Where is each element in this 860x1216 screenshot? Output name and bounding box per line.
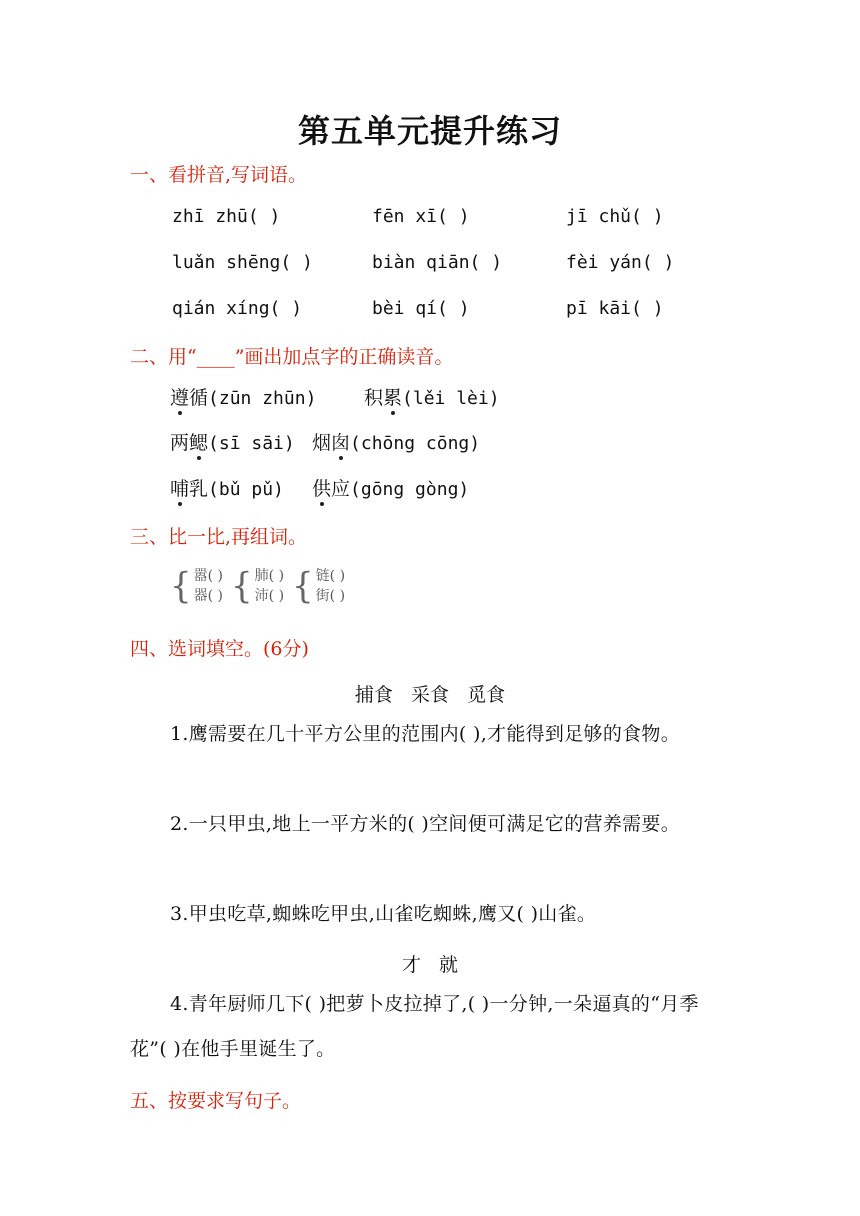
reading-pinyin: (sī sāi) — [208, 433, 295, 454]
brace-icon: { — [231, 565, 253, 607]
reading-item — [364, 383, 500, 410]
dotted-char: 供 — [312, 478, 332, 500]
compare-group — [231, 566, 284, 606]
reading-pinyin: (zūn zhūn) — [208, 388, 317, 409]
reading-char: 应 — [331, 478, 351, 500]
reading-item — [170, 428, 295, 455]
compare-group — [170, 566, 223, 606]
compare-top: 链( ) — [315, 568, 346, 584]
reading-item — [170, 383, 316, 410]
compare-bottom: 器( ) — [193, 588, 224, 604]
reading-pinyin: (gōng gòng) — [350, 479, 470, 500]
question-4: 4.青年厨师几下( )把萝卜皮拉掉了,( )一分钟,一朵逼真的“月季花”( )在他手里诞生了。 — [130, 993, 699, 1060]
reading-char: 循 — [189, 387, 209, 409]
compare-bottom: 沛( ) — [254, 588, 285, 604]
compare-top: 嚣( ) — [193, 568, 224, 584]
dotted-char: 遵 — [170, 387, 190, 409]
reading-item — [312, 428, 480, 455]
question-2: 2.一只甲虫,地上一平方米的( )空间便可满足它的营养需要。 — [170, 813, 681, 835]
section-2-heading: 二、用“____”画出加点字的正确读音。 — [130, 346, 454, 368]
brace-icon: { — [292, 565, 314, 607]
pinyin-item: biàn qiān( ) — [372, 252, 503, 273]
reading-char: 两 — [170, 432, 190, 454]
reading-pinyin: (chōng cōng) — [350, 433, 481, 454]
pinyin-item: fèi yán( ) — [566, 252, 675, 273]
reading-item — [312, 474, 469, 501]
dotted-char: 哺 — [170, 478, 190, 500]
pinyin-item: luǎn shēng( ) — [172, 252, 313, 273]
question-3: 3.甲虫吃草,蜘蛛吃甲虫,山雀吃蜘蛛,鹰又( )山雀。 — [170, 903, 597, 925]
reading-item — [170, 474, 284, 501]
compare-bottom: 街( ) — [315, 588, 346, 604]
compare-top: 肺( ) — [254, 568, 285, 584]
reading-char: 积 — [364, 387, 384, 409]
dotted-char: 囱 — [331, 432, 351, 454]
pinyin-item: bèi qí( ) — [372, 298, 470, 319]
dotted-char: 累 — [383, 387, 403, 409]
pinyin-item: fēn xī( ) — [372, 206, 470, 227]
pinyin-item: pī kāi( ) — [566, 298, 664, 319]
pinyin-item: qián xíng( ) — [172, 298, 303, 319]
pinyin-item: jī chǔ( ) — [566, 206, 664, 227]
page-title: 第五单元提升练习 — [297, 112, 562, 150]
section-1-heading: 一、看拼音,写词语。 — [130, 164, 308, 186]
brace-icon: { — [170, 565, 192, 607]
compare-groups — [170, 566, 345, 606]
reading-char: 烟 — [312, 432, 332, 454]
compare-group — [292, 566, 345, 606]
section-3-heading: 三、比一比,再组词。 — [130, 526, 308, 548]
word-bank: 捕食 采食 觅食 — [354, 684, 506, 706]
reading-pinyin: (bǔ pǔ) — [208, 479, 284, 500]
word-bank: 才 就 — [401, 954, 459, 976]
section-5-heading: 五、按要求写句子。 — [130, 1090, 302, 1112]
pinyin-item: zhī zhū( ) — [172, 206, 281, 227]
section-4-heading: 四、选词填空。(6分) — [130, 638, 309, 660]
reading-pinyin: (lěi lèi) — [402, 388, 500, 409]
reading-char: 乳 — [189, 478, 209, 500]
question-1: 1.鹰需要在几十平方公里的范围内( ),才能得到足够的食物。 — [170, 723, 681, 745]
dotted-char: 鳃 — [189, 432, 209, 454]
